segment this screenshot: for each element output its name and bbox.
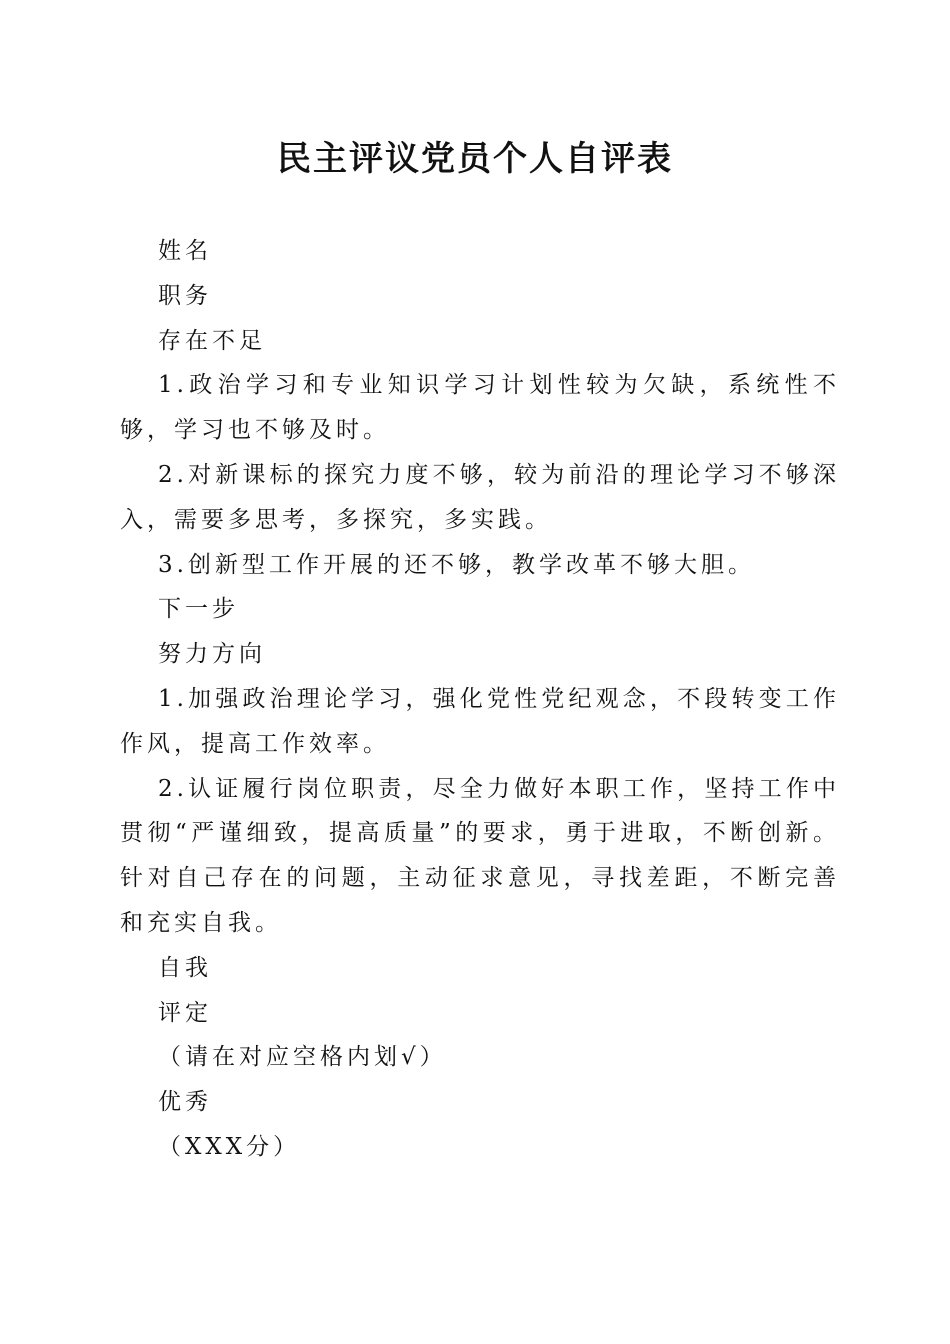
section-heading-evaluation: 评定 [158, 999, 212, 1026]
document-body [120, 229, 840, 1170]
evaluation-instruction: （请在对应空格内划√） [158, 1044, 447, 1071]
shortcoming-item-2: 2.对新课标的探究力度不够，较为前沿的理论学习不够深入，需要多思考，多探究，多实践。 [120, 461, 840, 533]
direction-item-1: 1.加强政治理论学习，强化党性党纪观念，不段转变工作作风，提高工作效率。 [120, 685, 840, 757]
rating-option-excellent: 优秀 [158, 1089, 212, 1116]
document-title: 民主评议党员个人自评表 [277, 139, 673, 179]
shortcoming-item-3: 3.创新型工作开展的还不够，教学改革不够大胆。 [158, 551, 755, 578]
rating-score: （XXX分） [158, 1133, 301, 1160]
section-heading-self: 自我 [158, 954, 212, 981]
field-label-name: 姓名 [158, 238, 212, 264]
section-heading-direction: 努力方向 [158, 641, 266, 668]
field-label-position: 职务 [158, 282, 212, 309]
direction-item-2: 2.认证履行岗位职责，尽全力做好本职工作，坚持工作中贯彻“严谨细致，提高质量”的要求，勇于进取，不断创新。针对自己存在的问题，主动征求意见，寻找差距，不断完善和充实自我。 [120, 775, 840, 936]
section-heading-shortcomings: 存在不足 [158, 327, 266, 354]
section-heading-next-step: 下一步 [158, 596, 239, 623]
shortcoming-item-1: 1.政治学习和专业知识学习计划性较为欠缺，系统性不够，学习也不够及时。 [120, 372, 840, 444]
